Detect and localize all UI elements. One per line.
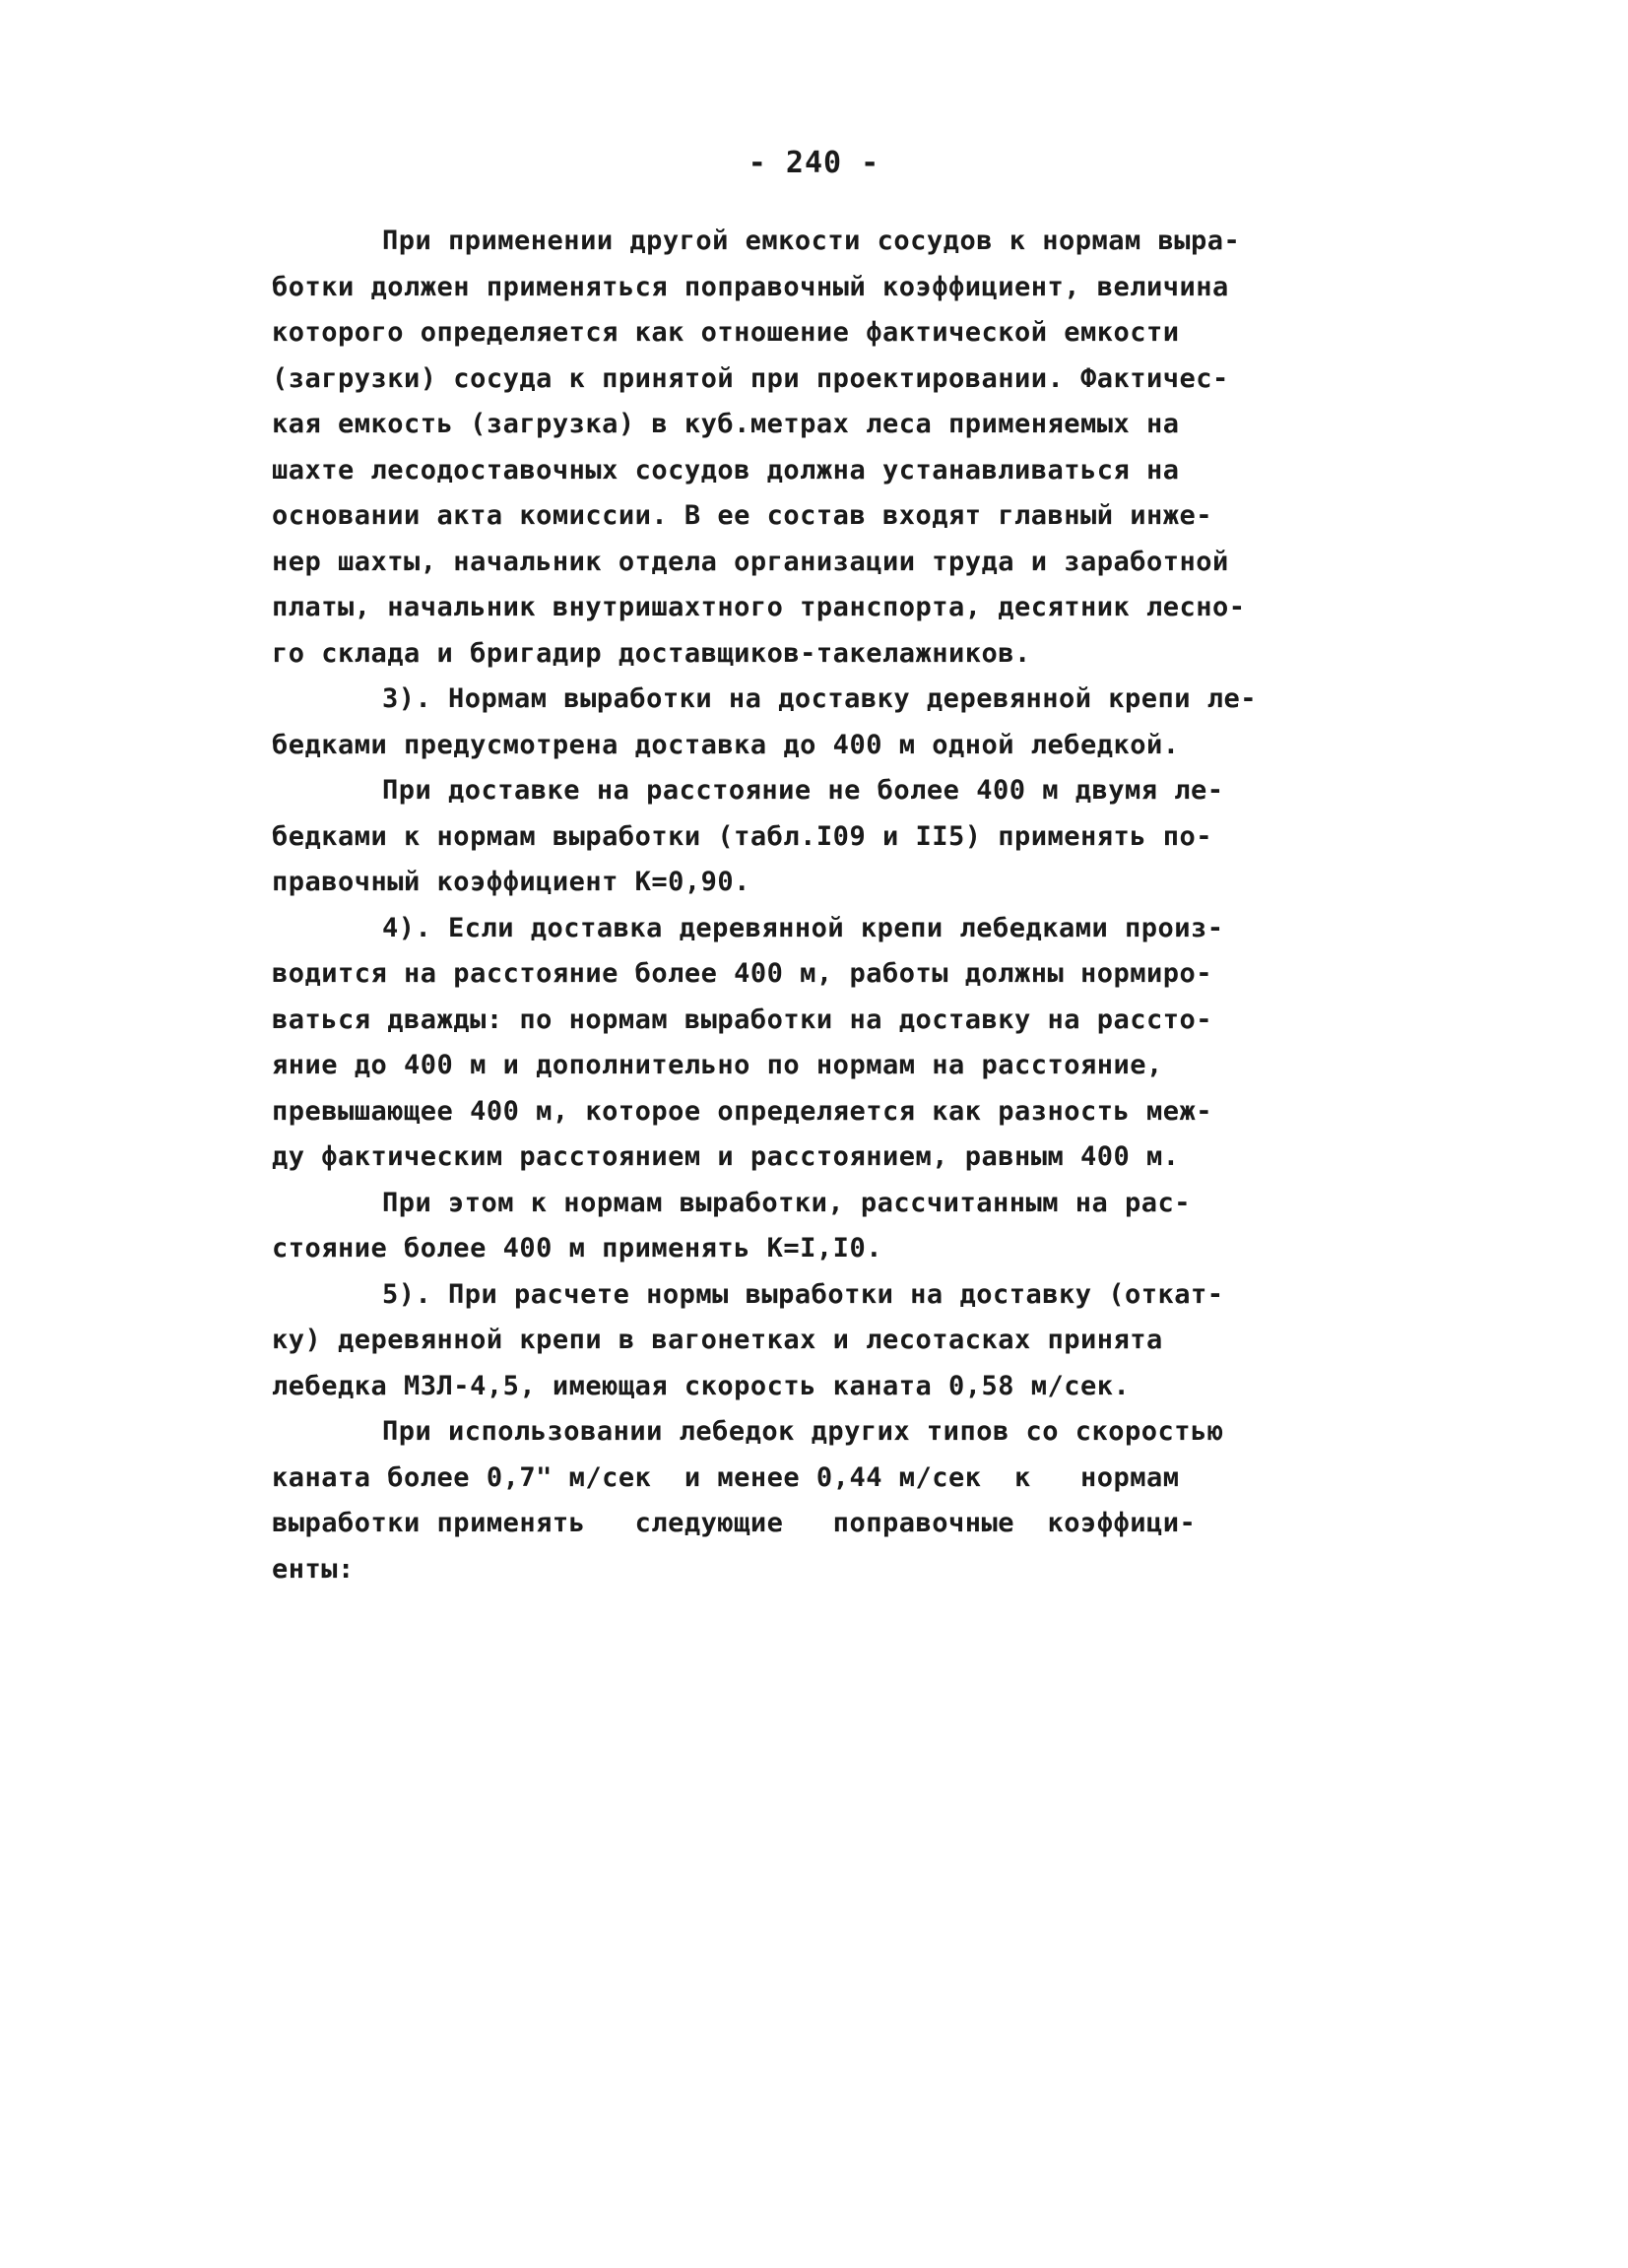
text-line: шахте лесодоставочных сосудов должна устанавливаться на xyxy=(272,454,1180,486)
text-line: 4). Если доставка деревянной крепи лебедками произ- xyxy=(382,912,1224,943)
text-line: При доставке на расстояние не более 400 м двумя ле- xyxy=(382,775,1224,806)
text-line: стояние более 400 м применять К=I,I0. xyxy=(272,1233,882,1264)
text-line: водится на расстояние более 400 м, работы должны нормиро- xyxy=(272,958,1213,989)
text-line: (загрузки) сосуда к принятой при проектировании. Фактичес- xyxy=(272,362,1229,394)
text-line: енты: xyxy=(272,1553,355,1585)
text-line: При этом к нормам выработки, рассчитанным на рас- xyxy=(382,1187,1192,1218)
text-line: При использовании лебедок других типов со скоростью xyxy=(382,1416,1224,1447)
text-line: бедками к нормам выработки (табл.I09 и II5) применять по- xyxy=(272,820,1213,852)
text-line: 5). При расчете нормы выработки на доставку (откат- xyxy=(382,1278,1224,1310)
text-line: основании акта комиссии. В ее состав входят главный инже- xyxy=(272,500,1213,531)
text-line: ваться дважды: по нормам выработки на доставку на рассто- xyxy=(272,1004,1213,1035)
text-line: платы, начальник внутришахтного транспорта, десятник лесно- xyxy=(272,592,1246,622)
text-line: правочный коэффициент К=0,90. xyxy=(272,867,750,897)
text-line: ботки должен применяться поправочный коэффициент, величина xyxy=(272,271,1229,302)
text-line: каната более 0,7" м/сек и менее 0,44 м/сек к нормам xyxy=(272,1461,1180,1493)
text-line: нер шахты, начальник отдела организации труда и заработной xyxy=(272,546,1229,577)
text-line: кая емкость (загрузка) в куб.метрах леса применяемых на xyxy=(272,409,1180,439)
text-line: ду фактическим расстоянием и расстоянием, равным 400 м. xyxy=(272,1141,1180,1172)
text-line: превышающее 400 м, которое определяется как разность меж- xyxy=(272,1095,1213,1127)
text-line: которого определяется как отношение фактической емкости xyxy=(272,317,1180,348)
text-line: яние до 400 м и дополнительно по нормам на расстояние, xyxy=(272,1050,1163,1080)
text-line: ку) деревянной крепи в вагонетках и лесотасках принята xyxy=(272,1325,1163,1355)
text-line: го склада и бригадир доставщиков-такелажников. xyxy=(272,637,1031,669)
text-line: бедками предусмотрена доставка до 400 м одной лебедкой. xyxy=(272,729,1180,760)
text-line: выработки применять следующие поправочные коэффици- xyxy=(272,1508,1197,1538)
text-line: При применении другой емкости сосудов к нормам выра- xyxy=(382,226,1241,256)
page-number: - 240 - xyxy=(748,146,880,180)
body-text xyxy=(272,219,1375,1592)
text-line: 3). Нормам выработки на доставку деревянной крепи ле- xyxy=(382,683,1258,714)
text-line: лебедка МЗЛ-4,5, имеющая скорость каната 0,58 м/сек. xyxy=(272,1370,1131,1401)
